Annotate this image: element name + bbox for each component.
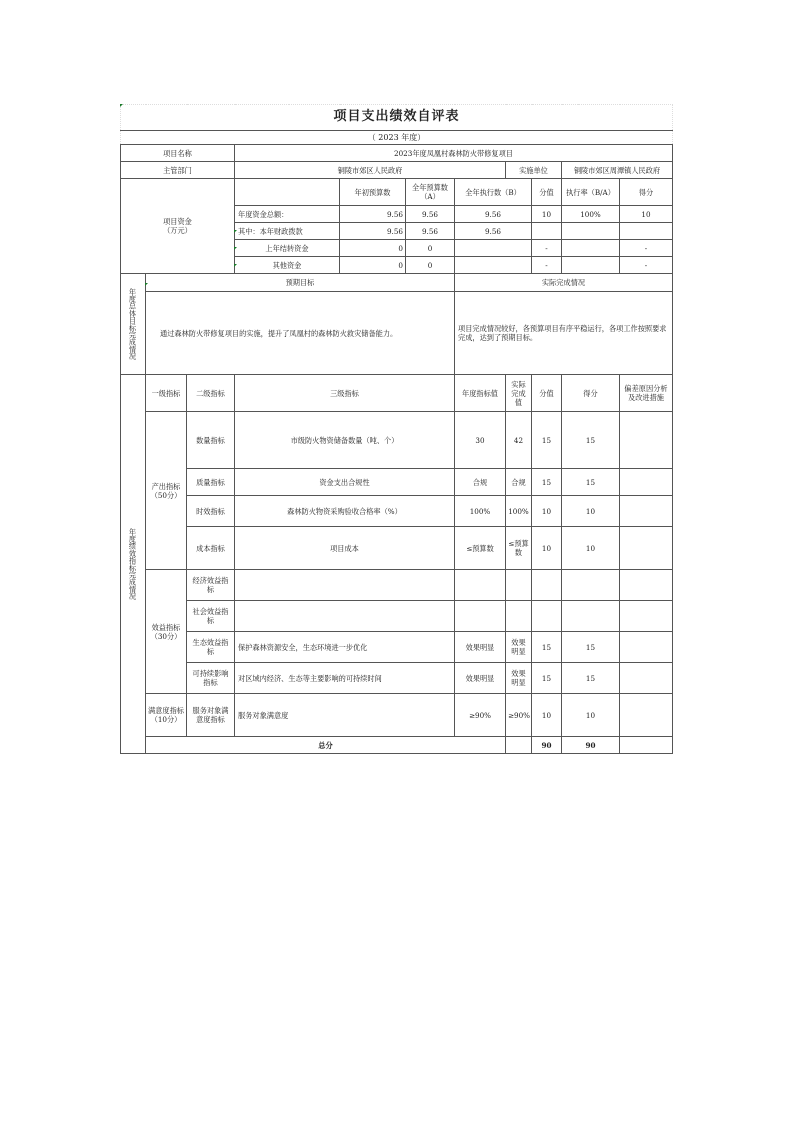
funds-header-budget: 全年预算数（A） bbox=[406, 179, 455, 206]
indicator-row: 质量指标 资金支出合规性 合规 合规 15 15 bbox=[121, 469, 673, 496]
evaluation-table bbox=[120, 104, 673, 754]
expected-goal-text: 通过森林防火带修复项目的实施，提升了凤凰村的森林防火救灾储备能力。 bbox=[146, 292, 455, 375]
funds-header-initial: 年初预算数 bbox=[340, 179, 406, 206]
funds-header-rate: 执行率（B/A） bbox=[562, 179, 620, 206]
funds-row: 年度资金总额： 9.56 9.56 9.56 10 100% 10 bbox=[121, 206, 673, 223]
indicator-header-note: 偏差原因分析及改进措施 bbox=[620, 375, 673, 412]
indicator-row: 产出指标 （50分） 数量指标 市级防火物资储备数量（吨、个） 30 42 15 15 bbox=[121, 412, 673, 469]
indicator-header-target: 年度指标值 bbox=[455, 375, 506, 412]
impl-unit-value: 铜陵市郊区周潭镇人民政府 bbox=[562, 162, 673, 179]
total-label: 总分 bbox=[146, 737, 506, 754]
cell-marker-icon bbox=[145, 283, 148, 286]
overall-goal-label: 年度总体目标完成情况 bbox=[121, 274, 146, 375]
department-label: 主管部门 bbox=[121, 162, 235, 179]
project-name-value: 2023年度凤凰村森林防火带修复项目 bbox=[235, 145, 673, 162]
funds-header-score: 得分 bbox=[620, 179, 673, 206]
indicator-header-second: 二级指标 bbox=[187, 375, 235, 412]
satisfaction-group-label: 满意度指标 （10分） bbox=[146, 694, 187, 737]
report-year: （ 2023 年度） bbox=[121, 131, 673, 145]
indicator-row: 社会效益指标 bbox=[121, 601, 673, 632]
output-group-label: 产出指标 （50分） bbox=[146, 412, 187, 570]
funds-header-executed: 全年执行数（B） bbox=[455, 179, 532, 206]
indicator-header-score: 得分 bbox=[562, 375, 620, 412]
page-title: 项目支出绩效自评表 bbox=[121, 105, 673, 131]
indicator-header-third: 三级指标 bbox=[235, 375, 455, 412]
indicator-row: 时效指标 森林防火物资采购验收合格率（%） 100% 100% 10 10 bbox=[121, 496, 673, 527]
cell-marker-icon bbox=[120, 104, 123, 107]
expected-goal-header: 预期目标 bbox=[146, 274, 455, 292]
indicator-header-actual: 实际完成值 bbox=[506, 375, 532, 412]
cell-marker-icon bbox=[234, 264, 237, 267]
funds-row: 上年结转资金 0 0 - - bbox=[121, 240, 673, 257]
actual-completion-text: 项目完成情况较好，各预算项目有序平稳运行，各项工作按照要求完成，达到了预期目标。 bbox=[455, 292, 673, 375]
cell-marker-icon bbox=[234, 230, 237, 233]
indicator-row: 满意度指标 （10分） 服务对象满意度指标 服务对象满意度 ≥90% ≥90% 10 10 bbox=[121, 694, 673, 737]
funds-row: 其中：本年财政拨款 9.56 9.56 9.56 bbox=[121, 223, 673, 240]
impl-unit-label: 实施单位 bbox=[506, 162, 562, 179]
benefit-group-label: 效益指标 （30分） bbox=[146, 570, 187, 694]
funds-row: 其他资金 0 0 - - bbox=[121, 257, 673, 274]
project-name-label: 项目名称 bbox=[121, 145, 235, 162]
total-score: 90 bbox=[562, 737, 620, 754]
funds-label: 项目资金 （万元） bbox=[121, 179, 235, 274]
indicator-row: 可持续影响指标 对区域内经济、生态等主要影响的可持续时间 效果明显 效果明显 15 15 bbox=[121, 663, 673, 694]
indicator-row: 效益指标 （30分） 经济效益指标 bbox=[121, 570, 673, 601]
indicator-row: 生态效益指标 保护森林资源安全，生态环境进一步优化 效果明显 效果明显 15 15 bbox=[121, 632, 673, 663]
indicator-header-first: 一级指标 bbox=[146, 375, 187, 412]
actual-completion-header: 实际完成情况 bbox=[455, 274, 673, 292]
yearly-indicators-label: 年度绩效指标完成情况 bbox=[121, 375, 146, 754]
evaluation-sheet bbox=[120, 104, 673, 754]
indicator-row: 成本指标 项目成本 ≤预算数 ≤预算数 10 10 bbox=[121, 527, 673, 570]
total-weight: 90 bbox=[532, 737, 562, 754]
department-value: 铜陵市郊区人民政府 bbox=[235, 162, 506, 179]
indicator-header-weight: 分值 bbox=[532, 375, 562, 412]
cell-marker-icon bbox=[234, 247, 237, 250]
funds-header-weight: 分值 bbox=[532, 179, 562, 206]
